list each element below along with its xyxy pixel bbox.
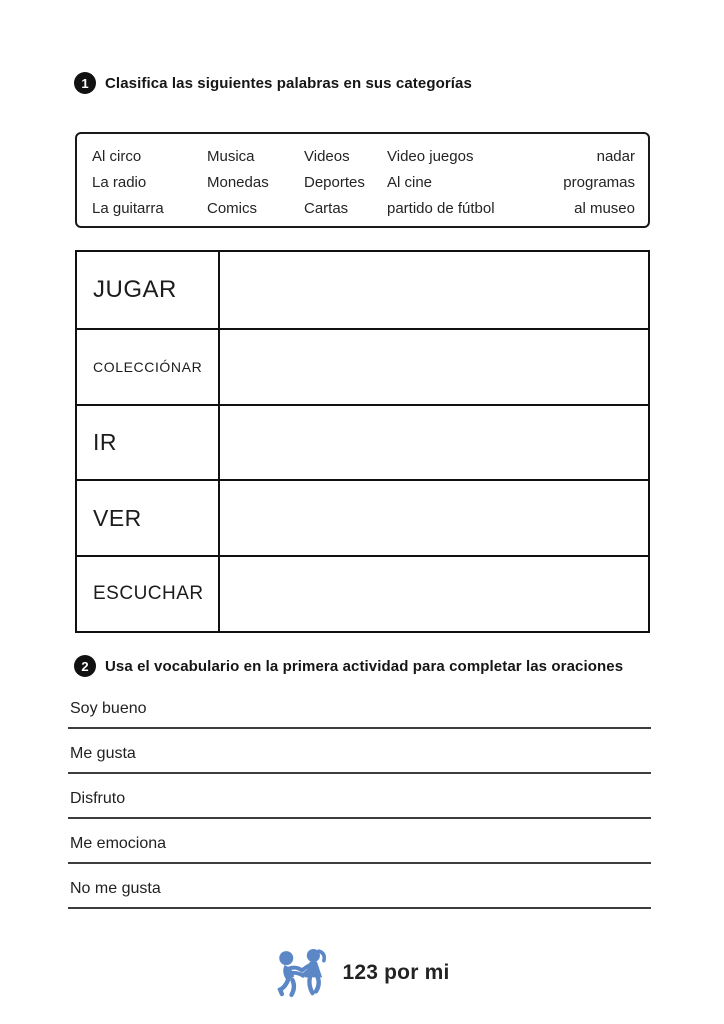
word-bank-word: Video juegos [387,147,474,165]
word-bank-word: La radio [92,173,147,191]
sentence-starter: No me gusta [70,880,161,897]
word-bank-word: Cartas [304,199,349,217]
category-label-ir: IR [77,406,220,480]
word-bank-word: Videos [304,147,350,165]
word-bank-word: Al circo [92,147,142,165]
word-bank-word: Al cine [387,173,433,191]
table-row [77,404,648,480]
answer-cell-coleccionar[interactable] [220,330,648,404]
word-bank-word: La guitarra [92,199,164,217]
word-bank-word: programas [563,173,635,191]
word-bank-word: nadar [596,147,635,165]
answer-cell-escuchar[interactable] [220,557,648,631]
sentence-blank-me-emociona[interactable] [68,819,651,864]
category-label-ver: VER [77,481,220,555]
sentence-starter: Soy bueno [70,700,147,717]
category-label-escuchar: ESCUCHAR [77,557,220,631]
section-1-number-badge: 1 [74,72,96,94]
sentence-blank-me-gusta[interactable] [68,729,651,774]
section-2-title: Usa el vocabulario en la primera actividad para completar las oraciones [105,657,624,675]
section-1-header [74,72,472,94]
category-label-jugar: JUGAR [77,252,220,328]
table-row [77,252,648,328]
table-row [77,328,648,404]
word-bank-word: Comics [207,199,258,217]
word-bank-box [75,132,650,228]
sentence-starter: Disfruto [70,790,126,807]
sentence-blank-soy-bueno[interactable] [68,684,651,729]
footer-brand [0,944,724,1002]
word-bank-word: Deportes [304,173,365,191]
brand-name: 123 por mi [342,961,450,984]
word-bank-word: al museo [574,199,635,217]
sentence-list [68,684,651,909]
word-bank-word: partido de fútbol [387,199,495,217]
sentence-starter: Me emociona [70,835,167,852]
answer-cell-ir[interactable] [220,406,648,480]
sentence-blank-no-me-gusta[interactable] [68,864,651,909]
word-bank-word: Monedas [207,173,269,191]
category-label-coleccionar: COLECCIÓNAR [77,330,220,404]
section-1-title: Clasifica las siguientes palabras en sus categorías [105,74,472,92]
sentence-starter: Me gusta [70,745,136,762]
table-row [77,479,648,555]
table-row [77,555,648,631]
answer-cell-ver[interactable] [220,481,648,555]
answer-cell-jugar[interactable] [220,252,648,328]
section-2-number-badge: 2 [74,655,96,677]
sentence-blank-disfruto[interactable] [68,774,651,819]
classification-table [75,250,650,633]
word-bank-word: Musica [207,147,255,165]
dancing-children-icon [274,944,330,1002]
section-2-header [74,655,623,677]
